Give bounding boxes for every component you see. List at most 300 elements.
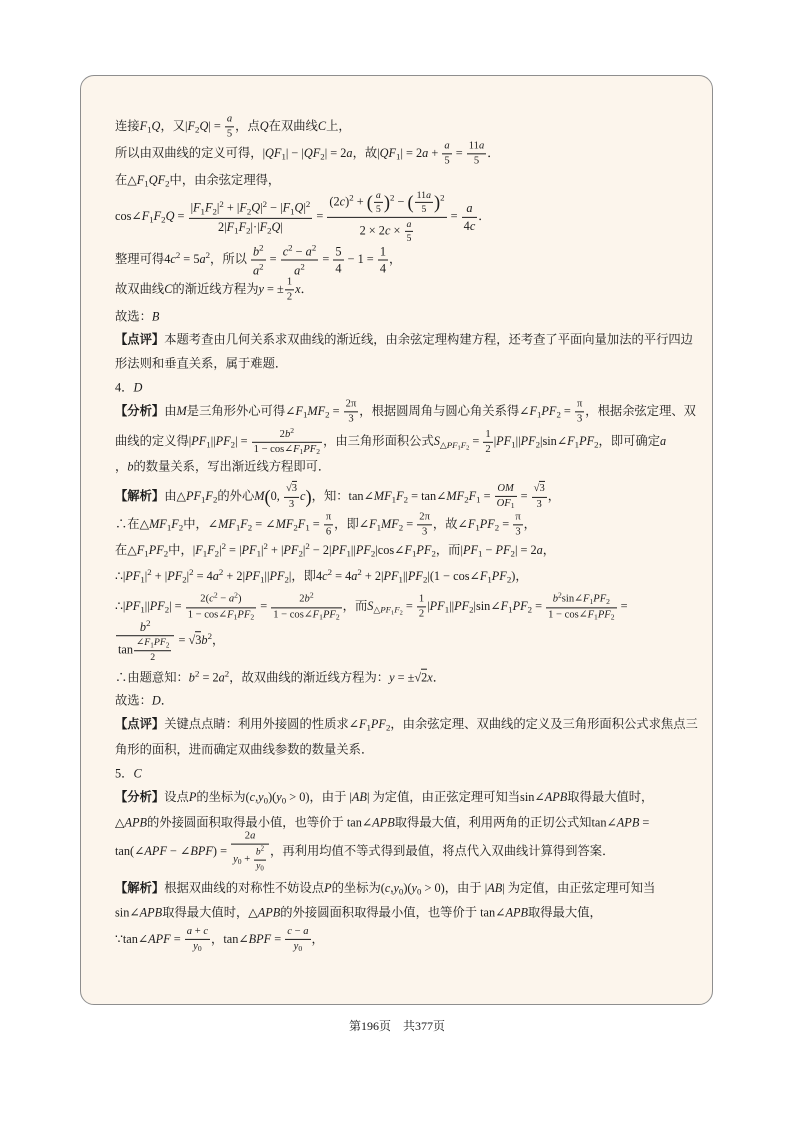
- math-variable: Q: [271, 219, 281, 234]
- math-variable: a: [199, 251, 206, 266]
- text-line: [115, 926, 324, 954]
- superscript: 2: [262, 198, 268, 209]
- subscript: 1: [305, 522, 310, 533]
- math-variable: a: [406, 218, 412, 230]
- subscript: 2: [214, 548, 220, 559]
- math-variable: Q: [165, 208, 175, 223]
- math-text: | = 2: [400, 145, 423, 160]
- math-variable: F: [479, 568, 488, 583]
- subscript: 1: [508, 604, 513, 615]
- math-variable: a: [228, 594, 235, 605]
- subscript: 2: [212, 206, 217, 217]
- fraction-numerator: [495, 483, 517, 497]
- math-variable: PF: [383, 568, 399, 583]
- subscript: 1: [536, 409, 542, 420]
- fraction-numerator: [285, 926, 310, 940]
- math-text: 1 − cos∠: [273, 609, 313, 621]
- math-text: 取得最大值，利用两角的正切公式知tan∠: [394, 815, 617, 830]
- math-text: |: [260, 542, 264, 557]
- superscript: 2: [147, 566, 152, 577]
- math-text: 3: [576, 413, 583, 425]
- math-text: ||: [144, 598, 150, 613]
- math-variable: a: [444, 140, 450, 152]
- fraction: [285, 926, 310, 954]
- subscript: 2: [247, 522, 253, 533]
- math-variable: PF: [429, 598, 445, 613]
- fraction-denominator: [281, 261, 319, 278]
- math-text: | 为定值，由正弦定理可知当sin∠: [366, 789, 545, 804]
- math-variable: Q: [259, 118, 269, 133]
- math-variable: APB: [139, 905, 163, 920]
- math-variable: P: [324, 880, 332, 895]
- math-variable: PF: [191, 433, 207, 448]
- math-variable: F: [297, 516, 306, 531]
- math-variable: MF: [373, 488, 392, 503]
- superscript: 2: [194, 668, 200, 679]
- fraction-numerator: [231, 831, 269, 845]
- text-line: [115, 310, 159, 325]
- math-text: | =: [208, 118, 224, 133]
- fraction-denominator: [252, 443, 322, 457]
- math-variable: QF: [303, 145, 321, 160]
- math-text: 中，|: [168, 542, 196, 557]
- fraction-denominator: [285, 291, 294, 304]
- math-variable: F: [295, 403, 303, 418]
- fraction-numerator: [116, 618, 174, 636]
- math-text: ，根据圆周角与圆心角关系得∠: [359, 403, 530, 418]
- math-variable: F: [312, 609, 320, 621]
- superscript: 2: [221, 540, 226, 551]
- math-variable: C: [317, 118, 327, 133]
- math-text: 根据双曲线的对称性不妨设点: [164, 880, 325, 895]
- math-variable: PF: [331, 542, 347, 557]
- math-variable: y: [293, 941, 299, 953]
- math-variable: AB: [351, 789, 367, 804]
- math-text: π: [576, 398, 583, 410]
- math-variable: b: [127, 459, 134, 474]
- math-text: | =: [235, 433, 251, 448]
- fraction-numerator: [327, 190, 446, 218]
- math-text: 3: [421, 526, 428, 538]
- subscript: 2: [250, 612, 255, 622]
- subscript: 2: [399, 609, 403, 617]
- math-text: π: [325, 511, 332, 523]
- math-variable: a: [466, 201, 473, 216]
- math-text: =: [560, 403, 574, 418]
- superscript: 2: [440, 192, 445, 203]
- math-text: 上，: [326, 118, 351, 133]
- math-text: ，即可确定: [598, 433, 661, 448]
- subscript: 1: [202, 548, 208, 559]
- text-line: [115, 427, 666, 457]
- math-variable: PF: [597, 609, 611, 621]
- fraction-denominator: [189, 218, 313, 235]
- math-variable: P: [188, 789, 197, 804]
- math-variable: c: [203, 925, 209, 937]
- math-text: =: [271, 931, 285, 946]
- math-text: △: [115, 815, 125, 830]
- math-text: 由△: [164, 488, 186, 503]
- math-variable: a: [660, 433, 667, 448]
- math-text: ||: [515, 433, 521, 448]
- subscript: 2: [284, 574, 289, 585]
- math-variable: y: [256, 861, 261, 872]
- math-text: | − |: [285, 145, 304, 160]
- math-text: 5: [406, 232, 412, 244]
- fraction-numerator: [415, 190, 433, 203]
- fraction: [546, 591, 616, 622]
- math-text: cos∠: [115, 208, 142, 223]
- math-text: ，根据余弦定理、双: [585, 403, 696, 418]
- math-text: ．: [300, 281, 313, 296]
- subscript: 2: [510, 548, 515, 559]
- math-text: =: [313, 208, 327, 223]
- math-variable: F: [207, 542, 215, 557]
- math-text: 取得最大值时，△: [162, 905, 258, 920]
- text-line: [115, 357, 287, 372]
- math-text: =: [639, 815, 650, 830]
- text-line: [115, 333, 693, 348]
- math-text: △: [439, 439, 447, 450]
- text-line: [115, 906, 602, 921]
- math-text: =: [447, 208, 461, 223]
- large-delimiter: ): [383, 192, 390, 213]
- fraction-denominator: [495, 497, 517, 511]
- subscript: 2: [182, 574, 187, 585]
- fraction: [281, 243, 319, 278]
- text-line: [115, 541, 555, 559]
- math-variable: OF: [496, 498, 511, 510]
- math-variable: PF: [241, 542, 257, 557]
- math-text: 3: [515, 526, 521, 538]
- math-variable: PF: [520, 433, 536, 448]
- math-text: |: [144, 568, 148, 583]
- math-text: )(: [268, 789, 277, 804]
- math-text: = ±: [263, 281, 284, 296]
- fraction-denominator: [324, 526, 333, 539]
- fraction-denominator: [378, 261, 388, 276]
- fraction-denominator: [417, 526, 432, 539]
- subscript: 1: [398, 574, 403, 585]
- text-line: [115, 831, 614, 874]
- math-text: ．: [160, 693, 174, 708]
- math-variable: PF: [148, 542, 164, 557]
- math-text: +: [241, 854, 253, 865]
- math-text: 本题考查由几何关系求双曲线的渐近线，由余弦定理构建方程，还考查了平面向量加法的平行四边: [164, 332, 693, 347]
- text-line: [115, 173, 280, 189]
- math-variable: F: [238, 219, 247, 234]
- math-text: 11: [468, 140, 479, 152]
- subscript: 0: [260, 865, 264, 873]
- math-text: ，故双曲线的渐近线方程为：: [229, 670, 390, 685]
- math-text: ，: [311, 931, 324, 946]
- math-variable: F: [205, 488, 213, 503]
- math-text: |: [303, 200, 306, 215]
- fraction-numerator: [281, 243, 319, 261]
- math-text: ∴在△: [115, 516, 150, 531]
- math-text: ,: [255, 789, 259, 804]
- fraction-denominator: [225, 128, 234, 141]
- math-text: − ∠: [166, 843, 191, 858]
- math-variable: F: [567, 433, 575, 448]
- math-text: 5: [375, 204, 381, 216]
- math-variable: F: [144, 637, 151, 649]
- math-text: + |: [267, 542, 284, 557]
- math-variable: a: [186, 925, 193, 937]
- subscript: 2: [403, 494, 408, 505]
- fraction-denominator: [442, 155, 451, 168]
- math-variable: a: [351, 568, 358, 583]
- math-variable: MF: [381, 516, 399, 531]
- math-variable: F: [460, 439, 467, 450]
- subscript: 2: [195, 124, 200, 135]
- text-line: [115, 190, 491, 244]
- math-variable: F: [396, 488, 404, 503]
- math-variable: F: [358, 716, 367, 731]
- math-text: |: [493, 433, 497, 448]
- math-variable: C: [133, 766, 142, 781]
- math-variable: APB: [124, 815, 148, 830]
- math-text: |: [216, 200, 220, 215]
- math-text: π: [515, 511, 521, 523]
- text-line: [115, 669, 445, 686]
- math-text: tan: [118, 642, 134, 657]
- math-variable: PF: [153, 637, 166, 649]
- math-text: ||: [264, 568, 270, 583]
- fraction-denominator: [251, 261, 266, 278]
- math-text: =: [517, 488, 531, 503]
- math-text: ，: [547, 488, 561, 503]
- subscript: 1: [233, 612, 238, 622]
- superscript: 2: [175, 249, 181, 260]
- math-text: 的外接圆面积取得最小值，也等价于 tan∠: [147, 815, 373, 830]
- subscript: [373, 604, 403, 617]
- superscript: 2: [300, 261, 305, 272]
- math-variable: b: [139, 620, 147, 635]
- subscript: 1: [476, 494, 481, 505]
- math-text: 的坐标为(: [331, 880, 385, 895]
- math-variable: PF: [215, 433, 231, 448]
- subscript: 2: [464, 494, 469, 505]
- text-line: [115, 618, 224, 664]
- math-text: ，故∠: [432, 516, 468, 531]
- fraction-numerator: [462, 201, 478, 217]
- math-variable: S: [367, 598, 374, 613]
- section-label: 【解析】: [115, 488, 165, 503]
- math-text: = √: [175, 632, 196, 647]
- math-variable: F: [226, 219, 235, 234]
- math-variable: F: [136, 172, 145, 187]
- text-line: [115, 398, 696, 425]
- math-text: =: [617, 598, 628, 613]
- math-variable: c: [322, 568, 328, 583]
- math-text: ，由三角形面积公式: [323, 433, 434, 448]
- math-text: 在△: [115, 542, 137, 557]
- subscript: 2: [163, 548, 169, 559]
- fraction-denominator: [134, 651, 171, 663]
- superscript: 2: [146, 618, 151, 629]
- fraction-numerator: [532, 483, 547, 497]
- math-text: ∵tan∠: [115, 931, 149, 946]
- math-variable: c: [170, 251, 176, 266]
- fraction: [417, 511, 432, 538]
- math-variable: F: [136, 542, 145, 557]
- math-variable: y: [233, 854, 238, 865]
- math-variable: PF: [496, 433, 512, 448]
- math-variable: PF: [495, 542, 511, 557]
- text-line: [115, 567, 528, 585]
- math-text: |: [260, 200, 263, 215]
- math-variable: F: [587, 609, 595, 621]
- fraction-numerator: [405, 219, 414, 232]
- math-text: −: [292, 925, 304, 937]
- fraction: [575, 398, 584, 425]
- math-text: ×: [390, 223, 404, 238]
- superscript: 2: [389, 192, 395, 203]
- math-text: ||: [449, 598, 455, 613]
- math-variable: a: [422, 145, 429, 160]
- fraction: [417, 593, 426, 620]
- subscript: 1: [594, 612, 598, 622]
- math-variable: b: [284, 429, 291, 440]
- math-text: 4: [335, 261, 342, 276]
- superscript: 2: [349, 192, 354, 203]
- math-text: 2: [244, 830, 251, 842]
- fraction-denominator: [467, 155, 486, 168]
- math-variable: M: [176, 403, 187, 418]
- fraction-numerator: [324, 511, 333, 525]
- section-label: 【分析】: [115, 403, 165, 418]
- fraction-denominator: [254, 860, 266, 873]
- text-line: [115, 460, 330, 475]
- math-text: 2(: [200, 594, 210, 605]
- math-variable: PF: [125, 598, 141, 613]
- subscript: 1: [260, 574, 265, 585]
- math-variable: y: [389, 670, 395, 685]
- math-variable: PF: [454, 598, 470, 613]
- fraction-denominator: [417, 608, 426, 621]
- math-text: △: [373, 604, 381, 615]
- math-text: 11: [416, 189, 427, 201]
- math-text: =: [174, 208, 188, 223]
- subscript: 1: [302, 409, 308, 420]
- math-text: ，点: [235, 118, 260, 133]
- text-line: [115, 790, 653, 806]
- math-text: ．: [432, 670, 446, 685]
- subscript: 1: [144, 178, 149, 189]
- math-text: 4: [379, 261, 386, 276]
- math-text: 的外接圆面积取得最小值，也等价于 tan∠: [280, 905, 506, 920]
- subscript: 2: [556, 409, 561, 420]
- subscript: 2: [422, 574, 428, 585]
- math-variable: F: [193, 200, 201, 215]
- math-variable: PF: [245, 568, 261, 583]
- math-variable: APF: [148, 931, 171, 946]
- math-text: tan(∠: [115, 843, 145, 858]
- math-variable: a: [212, 568, 219, 583]
- fraction-numerator: [271, 592, 341, 608]
- fraction: [284, 483, 299, 510]
- math-variable: c: [384, 223, 391, 238]
- subscript: 1: [235, 522, 241, 533]
- math-variable: b: [552, 593, 558, 605]
- math-text: ，由余弦定理、双曲线的定义及三角形面积公式求焦点三: [390, 716, 698, 731]
- subscript: 1: [510, 501, 515, 511]
- math-variable: BPF: [190, 843, 213, 858]
- math-variable: a: [303, 925, 309, 937]
- math-variable: y: [393, 880, 399, 895]
- math-text: ，故|: [352, 145, 380, 160]
- fraction-denominator: [231, 845, 269, 874]
- fraction-numerator: [285, 276, 294, 290]
- math-text: |: [302, 542, 306, 557]
- fraction-numerator: [483, 428, 492, 442]
- math-variable: c: [339, 194, 346, 209]
- fraction: [378, 244, 388, 275]
- math-variable: F: [394, 604, 400, 615]
- math-variable: PF: [541, 403, 557, 418]
- math-text: )(: [403, 880, 412, 895]
- math-text: + 2|: [361, 568, 384, 583]
- math-variable: AB: [487, 880, 503, 895]
- fraction: [333, 244, 343, 275]
- subscript: 1: [457, 444, 461, 452]
- math-variable: b: [304, 594, 310, 605]
- math-text: =: [532, 598, 546, 613]
- math-text: 设点: [164, 789, 189, 804]
- math-variable: Q: [251, 200, 261, 215]
- math-text: ，又|: [160, 118, 188, 133]
- math-variable: PF: [446, 439, 458, 450]
- math-text: ∠: [136, 637, 145, 649]
- math-variable: y: [193, 941, 198, 953]
- math-text: = |: [225, 542, 242, 557]
- math-text: 2π: [345, 398, 357, 410]
- math-text: |cos∠: [375, 542, 405, 557]
- math-text: |(1 − cos∠: [427, 568, 480, 583]
- radicand: 2: [421, 670, 428, 685]
- math-text: 曲线的定义得|: [115, 433, 192, 448]
- fraction-numerator: [417, 593, 426, 607]
- math-text: ) =: [212, 843, 231, 858]
- math-variable: MF: [218, 516, 236, 531]
- math-text: 的外心: [217, 488, 255, 503]
- math-variable: S: [433, 433, 440, 448]
- math-text: |: [427, 598, 430, 613]
- math-variable: Q: [199, 118, 209, 133]
- text-line: [115, 767, 142, 782]
- fraction: [483, 428, 492, 455]
- math-text: ,: [390, 880, 394, 895]
- subscript: 2: [316, 447, 321, 457]
- math-text: =: [319, 251, 333, 266]
- math-text: − 1 =: [344, 251, 377, 266]
- math-variable: APB: [372, 815, 395, 830]
- subscript: 1: [376, 522, 382, 533]
- superscript: 2: [259, 261, 264, 272]
- fraction: [189, 199, 313, 236]
- fraction-numerator: [333, 244, 343, 260]
- fraction-numerator: [225, 113, 234, 127]
- text-line: [115, 743, 373, 758]
- fraction-denominator: [374, 203, 383, 215]
- section-label: 【点评】: [115, 716, 165, 731]
- subscript: 1: [206, 439, 211, 450]
- subscript: 2: [298, 548, 303, 559]
- math-variable: D: [151, 693, 161, 708]
- math-text: |: [190, 200, 194, 215]
- subscript: 0: [237, 857, 242, 867]
